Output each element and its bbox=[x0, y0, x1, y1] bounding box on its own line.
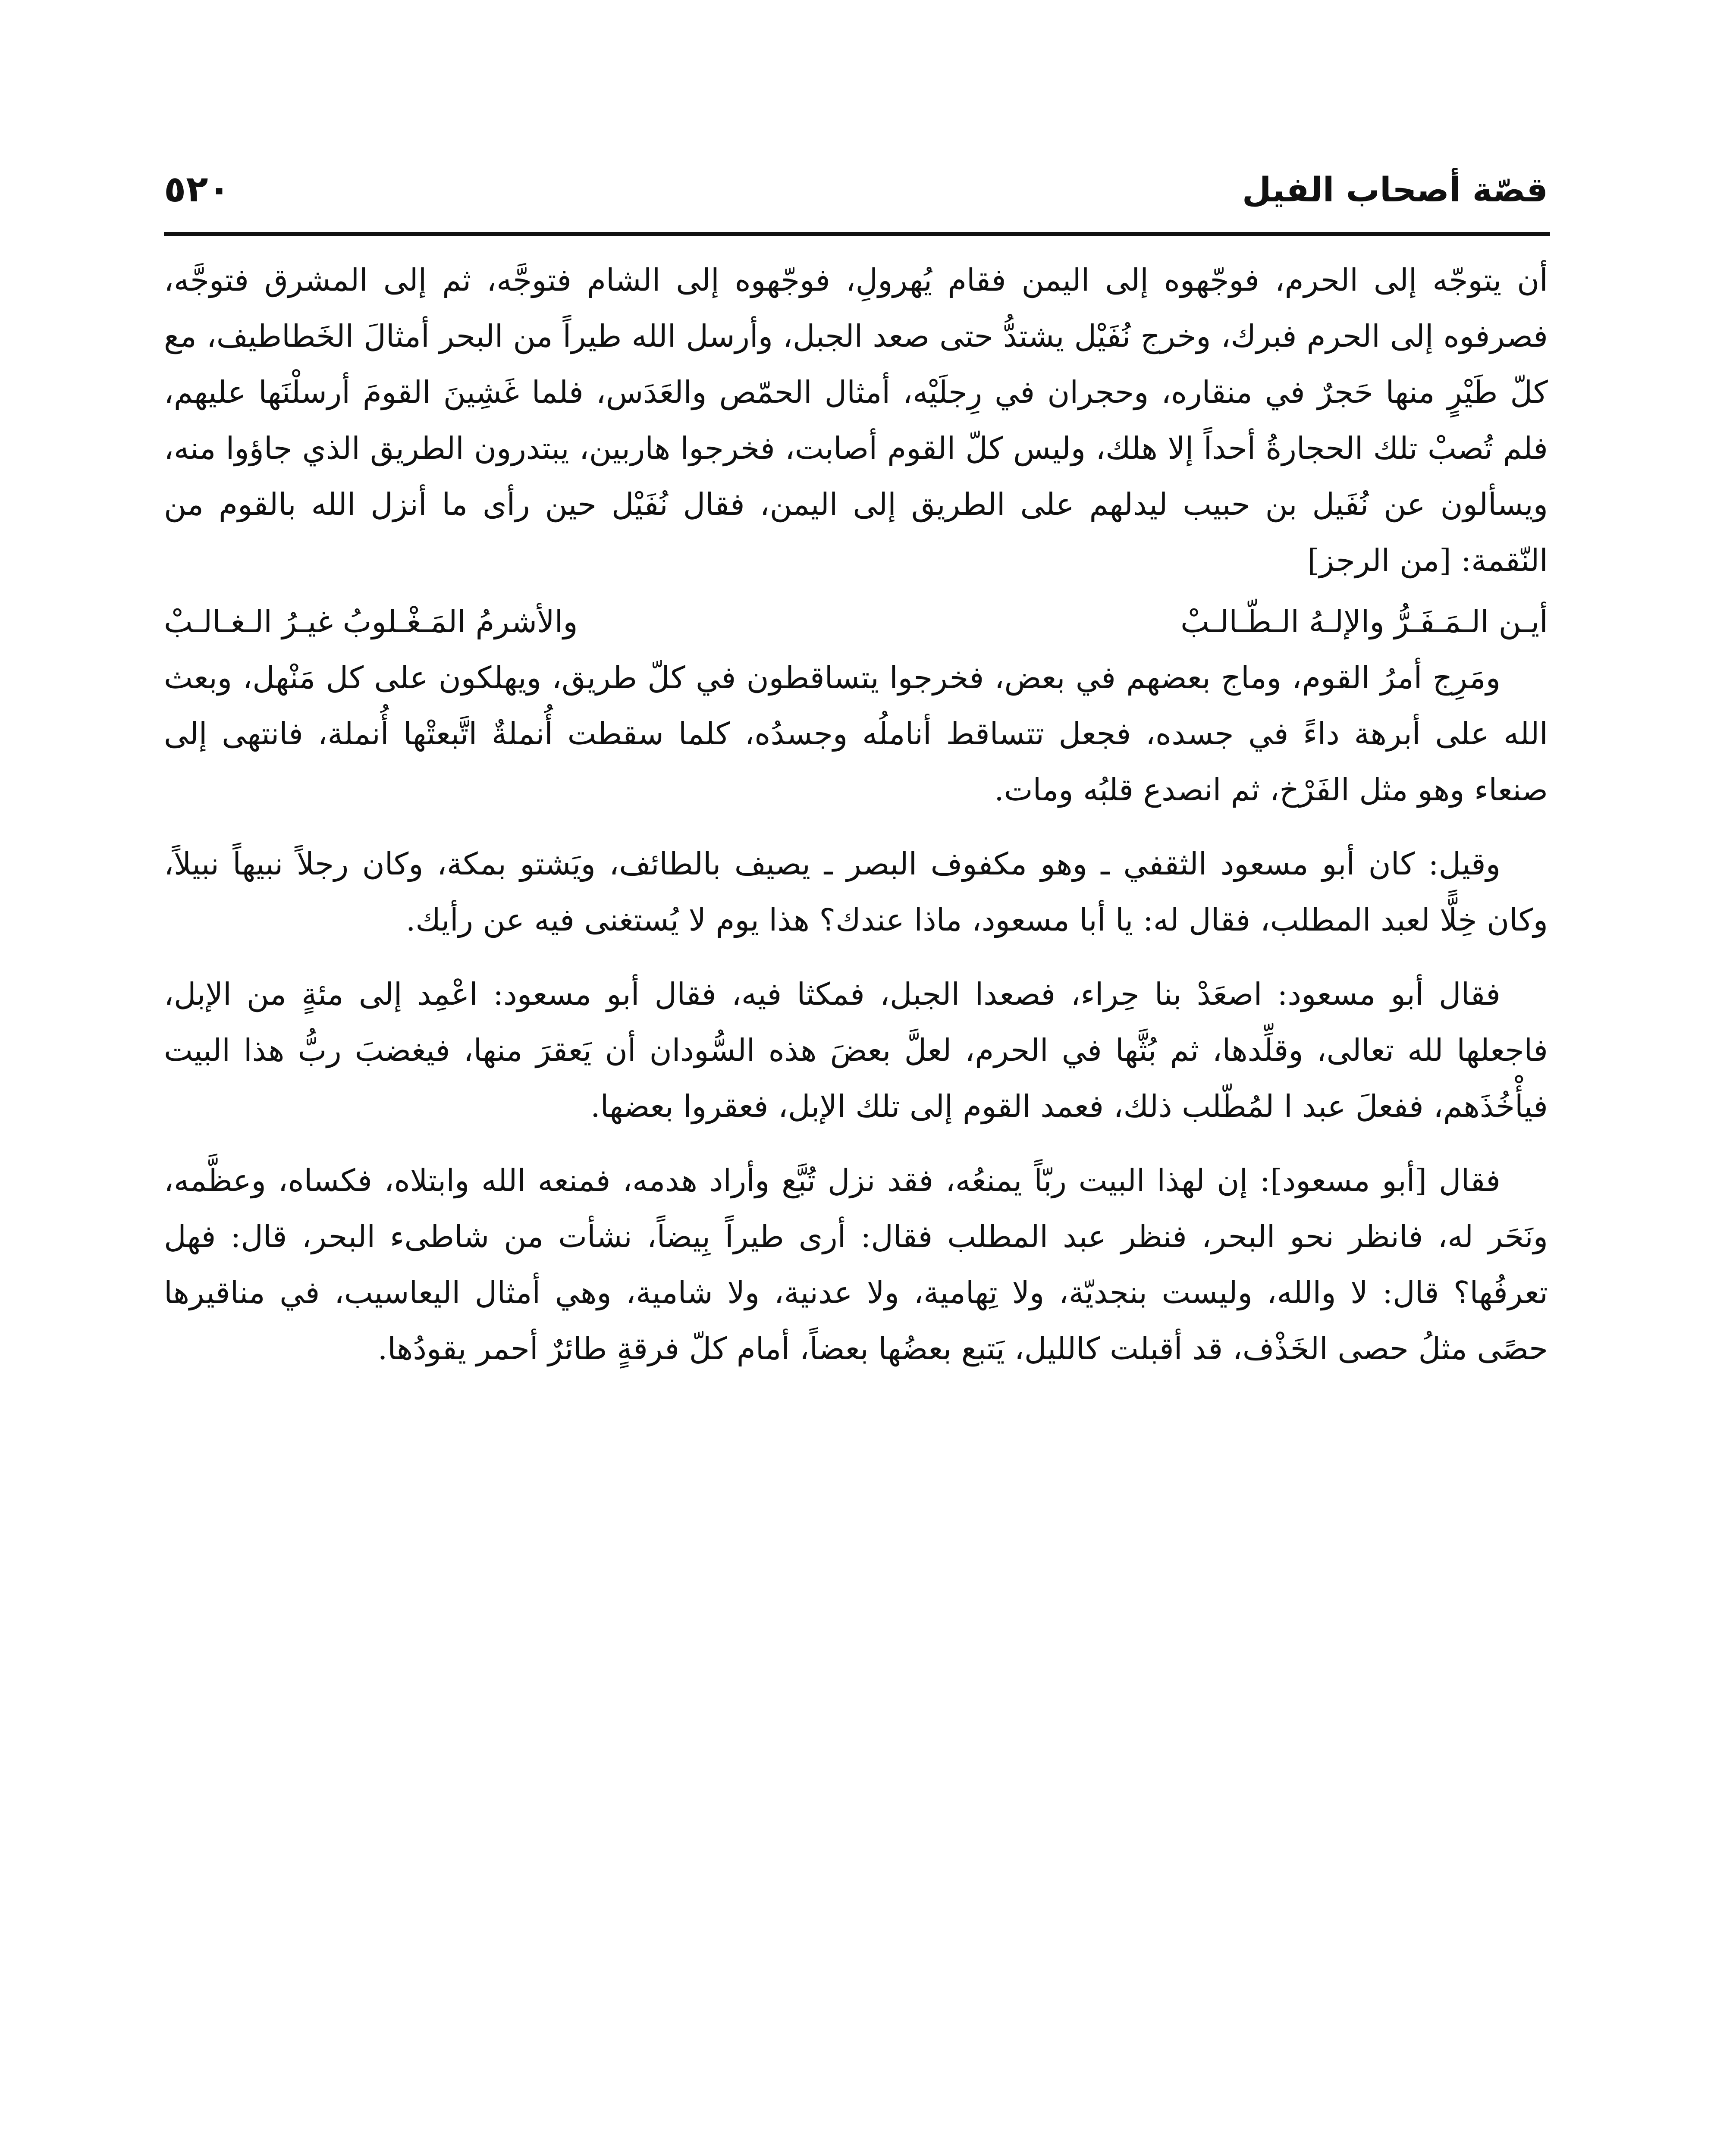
paragraph-3: وقيل: كان أبو مسعود الثقفي ـ وهو مكفوف البصر ـ يصيف بالطائف، ويَشتو بمكة، وكان رجلاً نبيهاً نبيلاً، وكان خِلًّا لعبد المطلب، فقال له: يا أبا مسعود، ماذا عندك؟ هذا يوم لا يُستغنى فيه عن رأيك. bbox=[164, 846, 1548, 938]
poetry-verse bbox=[164, 594, 1548, 650]
verse-second-hemistich: والأشرمُ المَـغْـلوبُ غيـرُ الـغـالـبْ bbox=[164, 604, 578, 639]
body-text bbox=[164, 252, 1548, 2156]
paragraph-2: ومَرِج أمرُ القوم، وماج بعضهم في بعض، فخرجوا يتساقطون في كلّ طريق، ويهلكون على كل مَنْهل، وبعث الله على أبرهة داءً في جسده، فجعل تتساقط أناملُه وجسدُه، كلما سقطت أُنملةٌ اتَّبعتْها أُنملة، فانتهى إلى صنعاء وهو مثل الفَرْخ، ثم انصدع قلبُه ومات. bbox=[164, 660, 1548, 808]
running-title: قصّة أصحاب الفيل bbox=[1242, 171, 1548, 210]
paragraph-1: أن يتوجّه إلى الحرم، فوجّهوه إلى اليمن فقام يُهرولِ، فوجّهوه إلى الشام فتوجَّه، ثم إلى المشرق فتوجَّه، فصرفوه إلى الحرم فبرك، وخرج نُفَيْل يشتدُّ حتى صعد الجبل، وأرسل الله طيراً من البحر أمثالَ الخَطاطيف، مع كلّ طَيْرٍ منها حَجرٌ في منقاره، وحجران في رِجلَيْه، أمثال الحمّص والعَدَس، فلما غَشِينَ القومَ أرسلْنَها عليهم، فلم تُصبْ تلك الحجارةُ أحداً إلا هلك، وليس كلّ القوم أصابت، فخرجوا هاربين، يبتدرون الطريق الذي جاؤوا منه، ويسألون عن نُفَيل بن حبيب ليدلهم على الطريق إلى اليمن، فقال نُفَيْل حين رأى ما أنزل الله بالقوم من النّقمة: [من الرجز] bbox=[164, 262, 1548, 578]
paragraph-5: فقال [أبو مسعود]: إن لهذا البيت ربّاً يمنعُه، فقد نزل تُبَّع وأراد هدمه، فمنعه الله وابتلاه، فكساه، وعظَّمه، ونَحَر له، فانظر نحو البحر، فنظر عبد المطلب فقال: أرى طيراً بِيضاً، نشأت من شاطىء البحر، قال: فهل تعرفُها؟ قال: لا والله، وليست بنجديّة، ولا تِهامية، ولا عدنية، ولا شامية، وهي أمثال اليعاسيب، في مناقيرها حصًى مثلُ حصى الخَذْف، قد أقبلت كالليل، يَتبع بعضُها بعضاً، أمام كلّ فرقةٍ طائرٌ أحمر يقودُها. bbox=[164, 1163, 1548, 1366]
page-number: ٥٢٠ bbox=[164, 168, 230, 210]
paragraph-4: فقال أبو مسعود: اصعَدْ بنا حِراء، فصعدا الجبل، فمكثا فيه، فقال أبو مسعود: اعْمِد إلى مئةٍ من الإبل، فاجعلها لله تعالى، وقلِّدها، ثم بُثَّها في الحرم، لعلَّ بعضَ هذه السُّودان أن يَعقرَ منها، فيغضبَ ربُّ هذا البيت فيأْخُذَهم، ففعلَ عبد ا لمُطّلب ذلك، فعمد القوم إلى تلك الإبل، فعقروا بعضها. bbox=[164, 976, 1548, 1124]
page-header bbox=[164, 142, 1548, 210]
verse-first-hemistich: أيـن الـمَـفَـرُّ والإلـهُ الـطّـالـبْ bbox=[1180, 604, 1548, 639]
header-rule bbox=[164, 232, 1550, 236]
